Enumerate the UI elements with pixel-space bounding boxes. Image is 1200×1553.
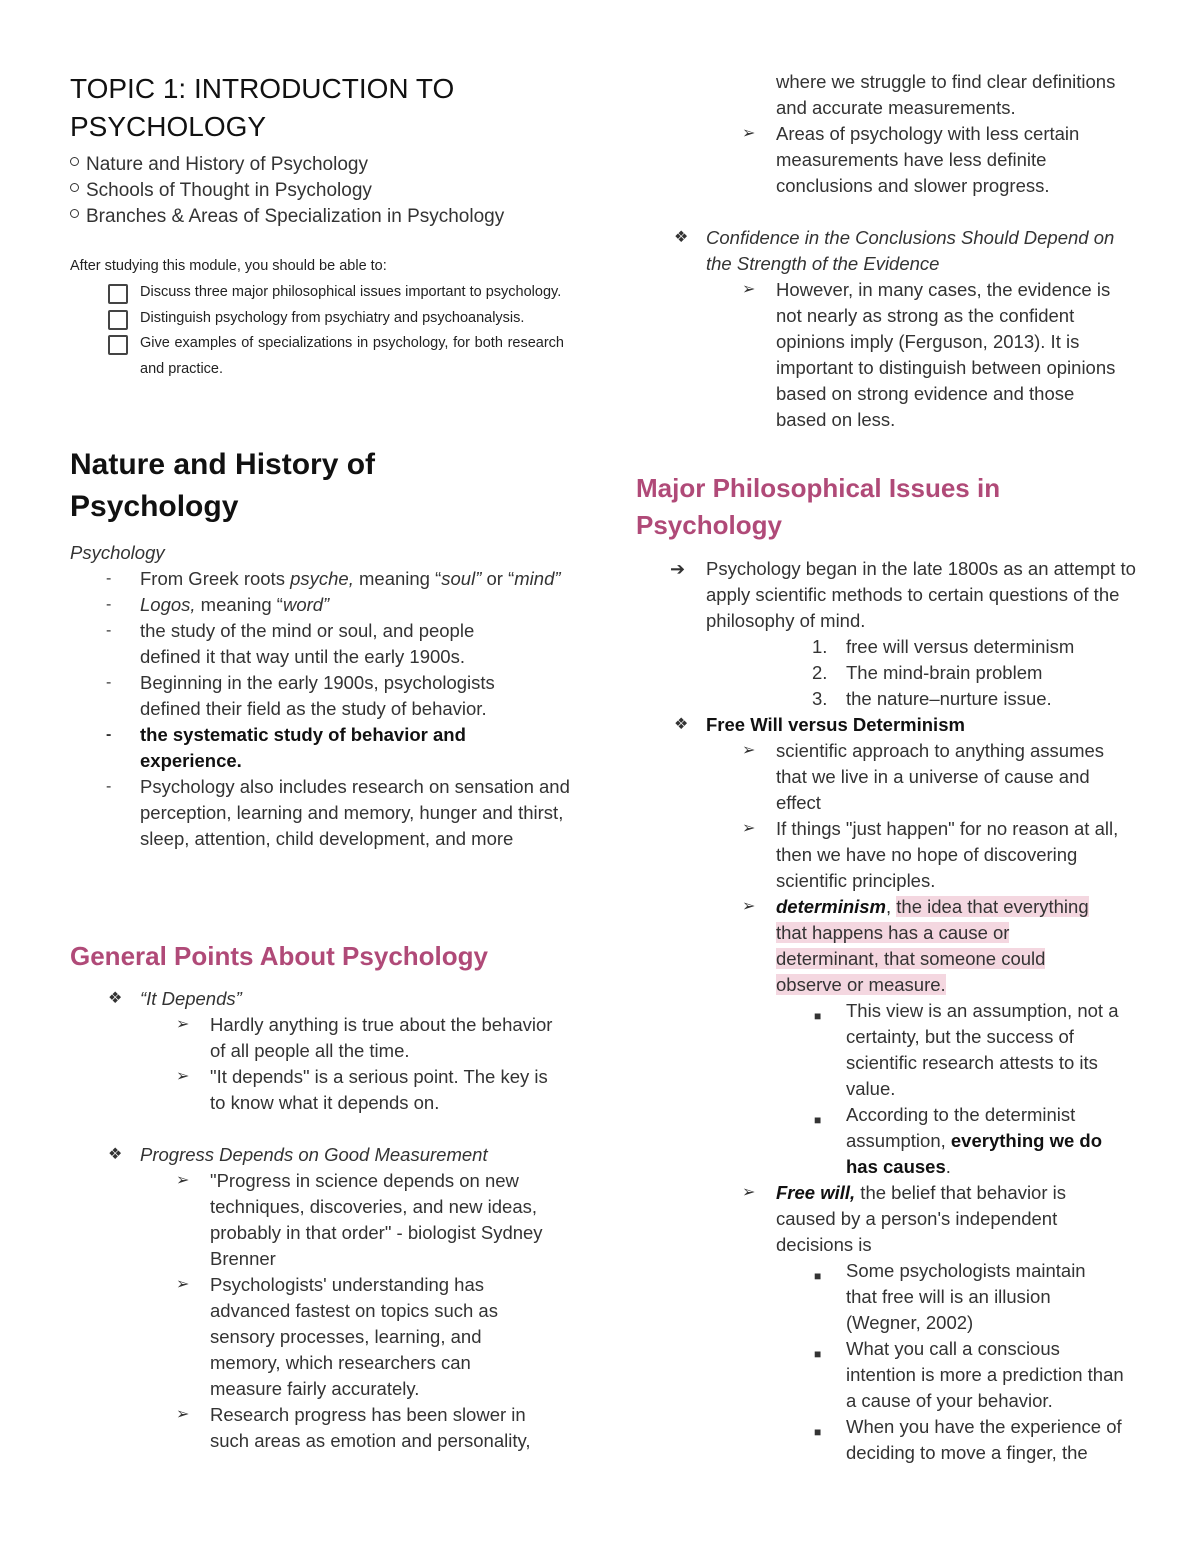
general-points-heading: General Points About Psychology [70,941,488,971]
list-item: ➢ scientific approach to anything assumes that we live in a universe of cause and effect [742,740,1105,813]
list-item: ■ According to the determinist assumption, everything we do has causes. [814,1104,1103,1177]
diamond-bullet-icon: ❖ [674,229,689,246]
arrow-bullet-icon: ➢ [176,1068,190,1085]
arrow-bullet-icon: ➢ [742,281,756,298]
section-heading: ❖ Free Will versus Determinism [636,712,1136,738]
circle-bullet-icon [70,157,79,166]
arrow-bullet-icon: ➢ [742,125,756,142]
list-item: - Logos, meaning “word” [70,592,570,618]
objectives-list [70,280,564,382]
objective-item: Give examples of specializations in psychology, for both research and practice. [70,331,564,382]
dash-bullet-icon: - [106,570,112,587]
square-bullet-icon: ■ [814,1425,822,1439]
arrow-bullet-icon: ➢ [176,1276,190,1293]
list-item: ➢ Areas of psychology with less certain measurements have less definite conclusions and slower progress. [742,123,1080,196]
numbered-item: 1. free will versus determinism [812,636,1075,657]
list-item: ➢ "It depends" is a serious point. The key is to know what it depends on. [176,1066,548,1113]
numbered-item: 3. the nature–nurture issue. [812,688,1052,709]
continued-text: where we struggle to find clear definitions and accurate measurements. [776,71,1116,118]
checkbox-icon[interactable] [108,284,128,304]
list-item: ➢ If things "just happen" for no reason at all, then we have no hope of discovering scientific principles. [742,818,1119,891]
diamond-bullet-icon: ❖ [108,990,123,1007]
it-depends-section [70,986,570,1116]
nature-heading: Nature and History of Psychology [70,448,376,523]
dash-bullet-icon: - [106,596,112,613]
list-item: ■ What you call a conscious intention is more a prediction than a cause of your behavior. [814,1338,1124,1411]
topic-item: Schools of Thought in Psychology [70,178,570,204]
dash-bullet-icon: - [106,726,112,743]
list-item: ➢ However, in many cases, the evidence is not nearly as strong as the confident opinions imply (Ferguson, 2013). It is important to distinguish between opinions based on strong evidence and those based on less. [742,279,1116,430]
square-bullet-icon: ■ [814,1009,822,1023]
list-item: - the study of the mind or soul, and people defined it that way until the early 1900s. [106,620,475,667]
arrow-bullet-icon: ➢ [742,820,756,837]
list-item: - Psychology also includes research on sensation and perception, learning and memory, hunger and thirst, sleep, attention, child development, and more [106,776,570,849]
dash-bullet-icon: - [106,778,112,795]
topic-title: TOPIC 1: INTRODUCTION TO PSYCHOLOGY [70,73,455,142]
list-item: ■ When you have the experience of deciding to move a finger, the [814,1416,1122,1463]
progress-section [70,1142,570,1454]
confidence-section [636,225,1136,433]
list-item: ➢ Free will, the belief that behavior is caused by a person's independent decisions is [742,1182,1066,1255]
list-item: - the systematic study of behavior and experience. [106,724,466,771]
arrow-bullet-icon: ➢ [742,742,756,759]
list-item: ➢ determinism, the idea that everything that happens has a cause or determinant, that someone could observe or measure. [742,896,1089,995]
major-issues-section [636,556,1136,1466]
arrow-bullet-icon: ➢ [176,1172,190,1189]
arrow-bullet-icon: ➢ [176,1406,190,1423]
arrow-bullet-icon: ➢ [176,1016,190,1033]
arrow-right-icon: ➔ [670,559,686,579]
topic-item: Branches & Areas of Specialization in Psychology [70,204,570,230]
major-issues-heading: Major Philosophical Issues in Psychology [636,473,1001,540]
diamond-bullet-icon: ❖ [108,1146,123,1163]
section-heading: ❖ “It Depends” [70,986,570,1012]
objective-item: Distinguish psychology from psychiatry and psychoanalysis. [70,306,564,332]
section-heading: ❖ Progress Depends on Good Measurement [70,1142,570,1168]
checkbox-icon[interactable] [108,310,128,330]
checkbox-icon[interactable] [108,335,128,355]
list-item: ➢ "Progress in science depends on new techniques, discoveries, and new ideas, probably in that order" - biologist Sydney Brenner [176,1170,543,1269]
objectives-intro: After studying this module, you should be able to: [70,258,387,274]
list-item: ■ Some psychologists maintain that free will is an illusion (Wegner, 2002) [814,1260,1086,1333]
arrow-bullet-icon: ➢ [742,898,756,915]
square-bullet-icon: ■ [814,1113,822,1127]
topic-item: Nature and History of Psychology [70,152,570,178]
dash-bullet-icon: - [106,622,112,639]
circle-bullet-icon [70,209,79,218]
section-heading: ❖ Confidence in the Conclusions Should Depend on the Strength of the Evidence [674,227,1115,274]
list-item: ➢ Hardly anything is true about the behavior of all people all the time. [176,1014,553,1061]
objective-item: Discuss three major philosophical issues important to psychology. [70,280,564,306]
highlighted-definition: the idea that everything that happens has a cause or determinant, that someone could observe or measure. [776,896,1089,995]
list-item: ■ This view is an assumption, not a certainty, but the success of scientific research attests to its value. [814,1000,1119,1099]
square-bullet-icon: ■ [814,1347,822,1361]
continued-section [636,69,1136,199]
list-item: - Beginning in the early 1900s, psychologists defined their field as the study of behavior. [106,672,495,719]
psychology-label: Psychology [70,542,165,563]
definition-list [70,566,570,852]
dash-bullet-icon: - [106,674,112,691]
square-bullet-icon: ■ [814,1269,822,1283]
diamond-bullet-icon: ❖ [674,716,689,733]
list-item: ➔ Psychology began in the late 1800s as an attempt to apply scientific methods to certain questions of the philosophy of mind. [670,558,1136,631]
numbered-item: 2. The mind-brain problem [812,662,1043,683]
list-item: ➢ Research progress has been slower in such areas as emotion and personality, [176,1404,531,1451]
arrow-bullet-icon: ➢ [742,1184,756,1201]
topic-list [70,152,570,230]
list-item: ➢ Psychologists' understanding has advanced fastest on topics such as sensory processes, learning, and memory, which researchers can measure fairly accurately. [176,1274,498,1399]
list-item: - From Greek roots psyche, meaning “soul” or “mind” [70,566,570,592]
circle-bullet-icon [70,183,79,192]
